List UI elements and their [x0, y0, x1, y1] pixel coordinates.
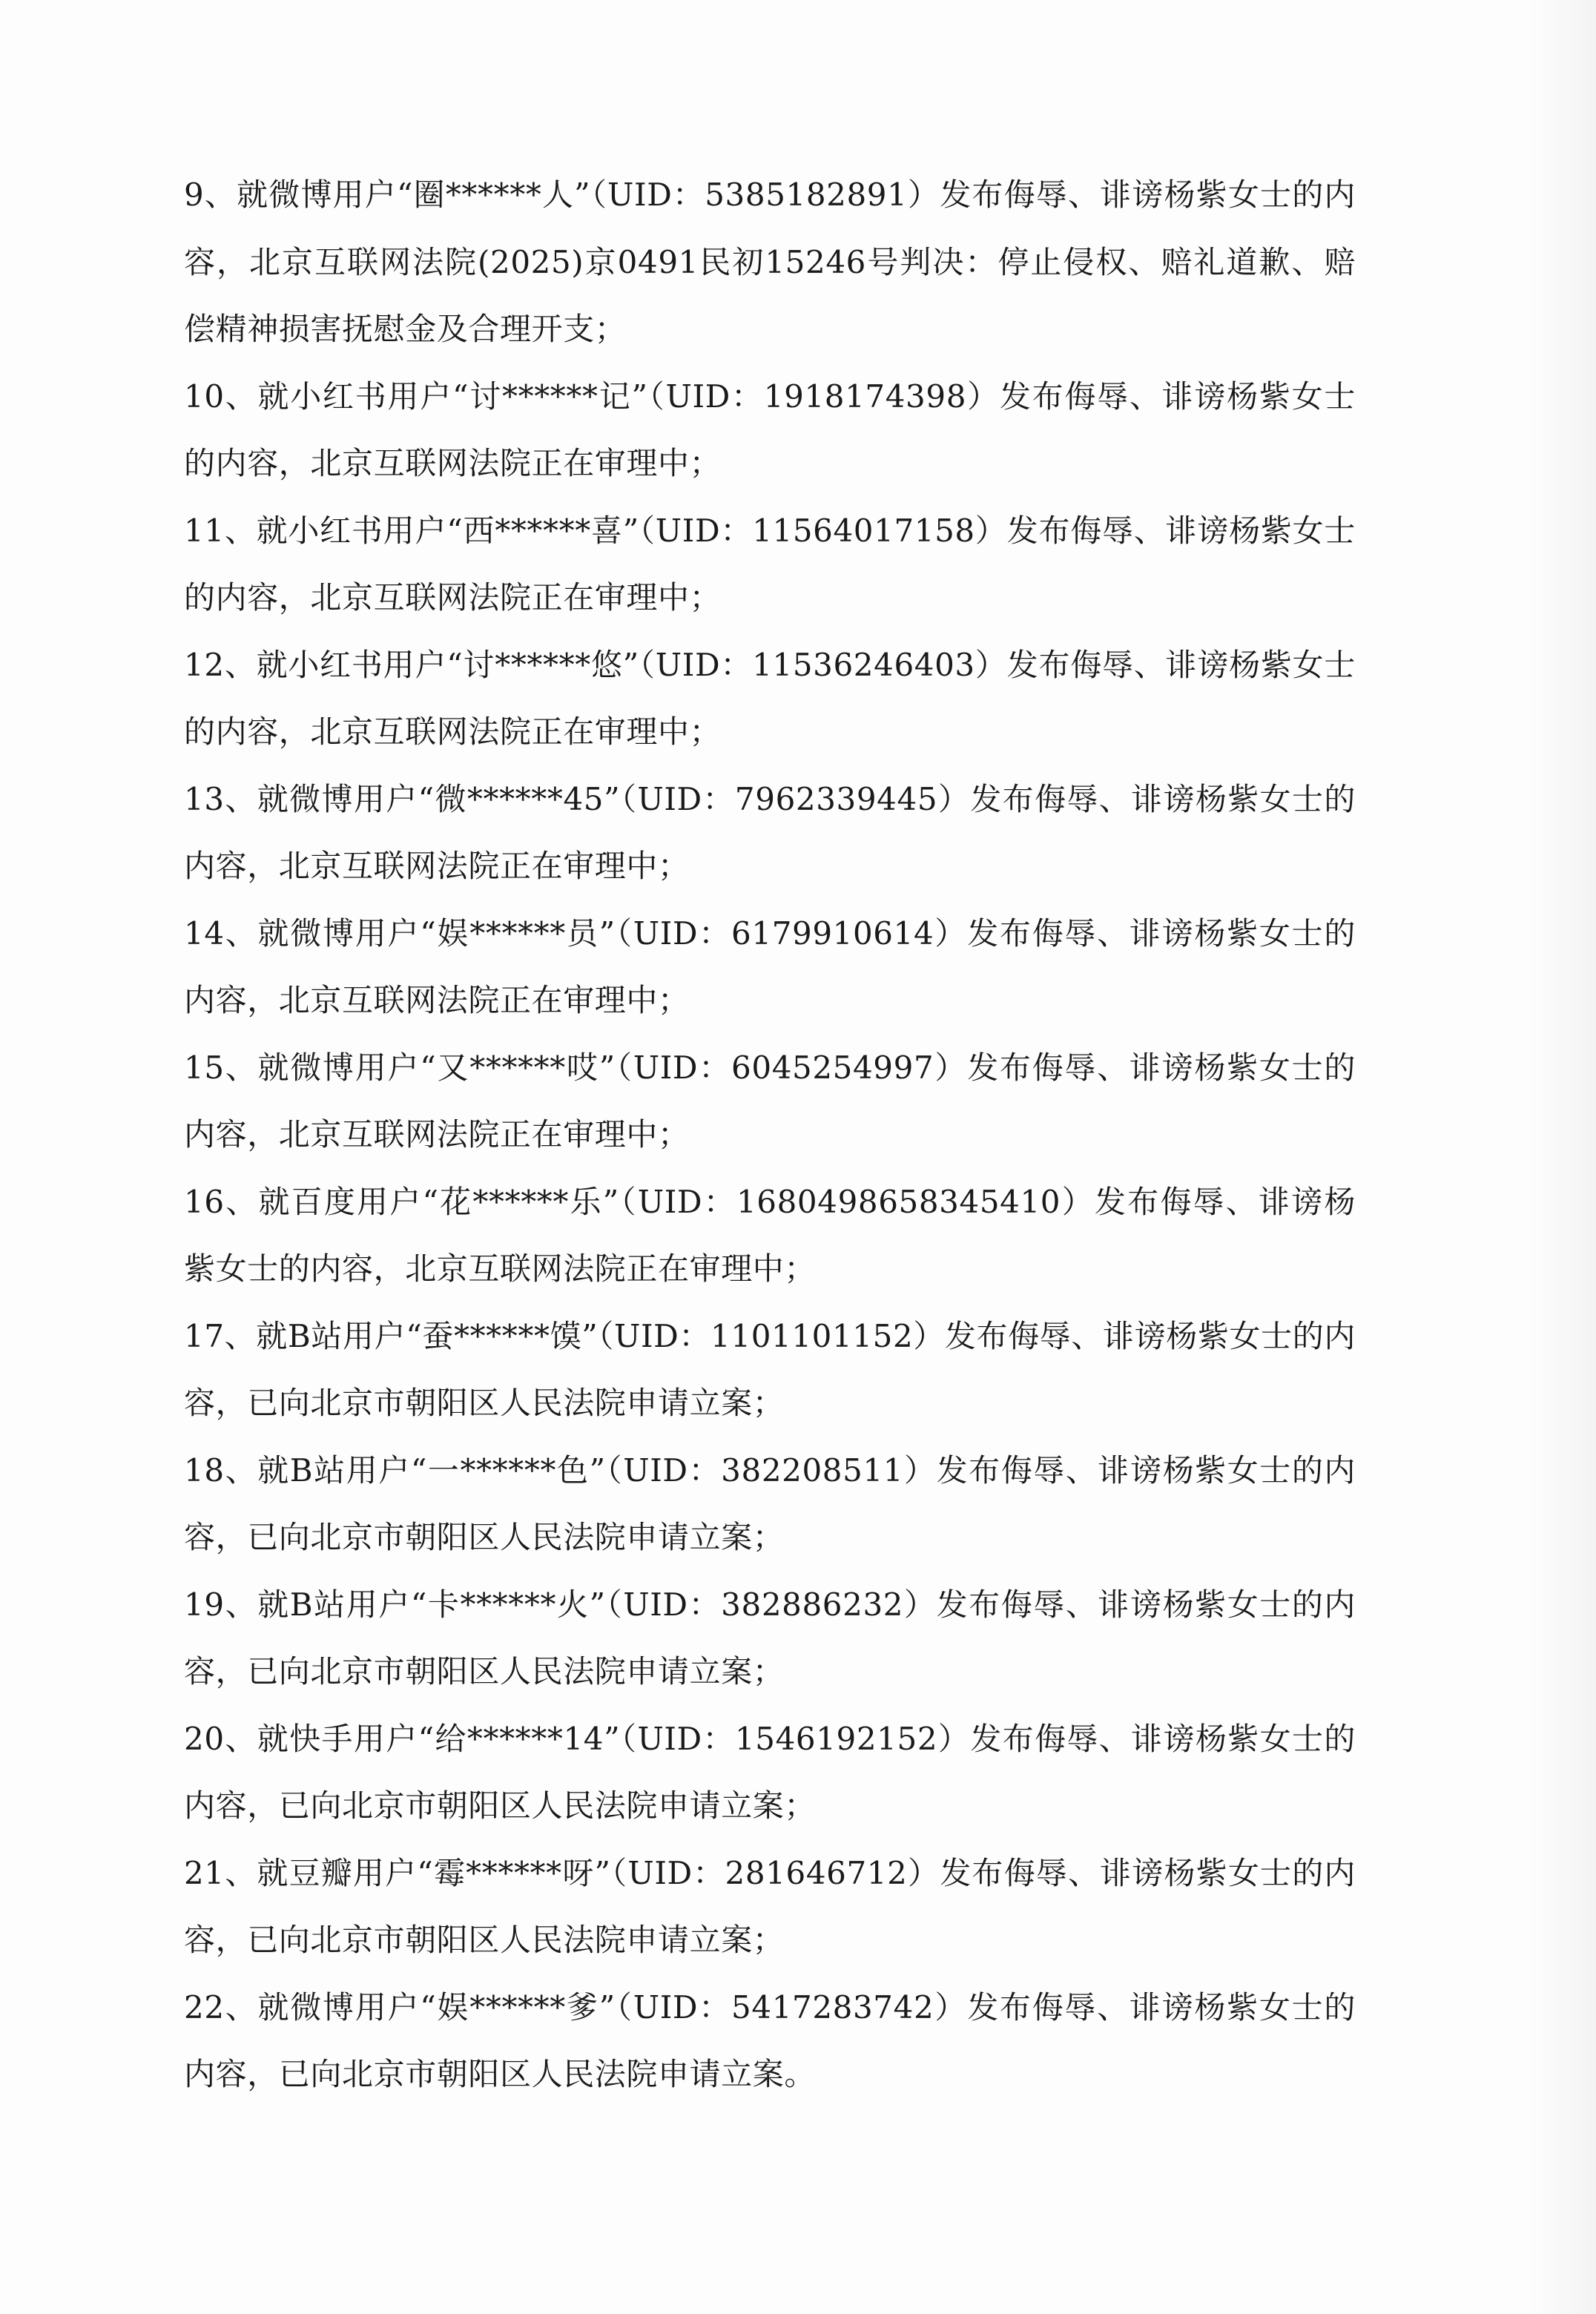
case-item-12: 12、就小红书用户“讨******悠”（UID：11536246403）发布侮辱、诽谤杨紫女士的内容，北京互联网法院正在审理中； — [184, 646, 1356, 750]
case-item-14: 14、就微博用户“娱******员”（UID：6179910614）发布侮辱、诽谤杨紫女士的内容，北京互联网法院正在审理中； — [184, 914, 1356, 1018]
case-item-13: 13、就微博用户“微******45”（UID：7962339445）发布侮辱、诽谤杨紫女士的内容，北京互联网法院正在审理中； — [184, 780, 1356, 884]
case-item-17: 17、就B站用户“蚕******馍”（UID：1101101152）发布侮辱、诽谤杨紫女士的内容，已向北京市朝阳区人民法院申请立案； — [184, 1317, 1356, 1421]
case-item-9: 9、就微博用户“圈******人”（UID：5385182891）发布侮辱、诽谤杨紫女士的内容，北京互联网法院(2025)京0491民初15246号判决：停止侵权、赔礼道歉、赔偿精神损害抚慰金及合理开支； — [184, 177, 1356, 347]
case-item-10: 10、就小红书用户“讨******记”（UID：1918174398）发布侮辱、诽谤杨紫女士的内容，北京互联网法院正在审理中； — [184, 378, 1356, 481]
case-item-21: 21、就豆瓣用户“霉******呀”（UID：281646712）发布侮辱、诽谤杨紫女士的内容，已向北京市朝阳区人民法院申请立案； — [184, 1854, 1356, 1958]
case-item-11: 11、就小红书用户“西******喜”（UID：11564017158）发布侮辱、诽谤杨紫女士的内容，北京互联网法院正在审理中； — [184, 512, 1356, 616]
case-item-15: 15、就微博用户“又******哎”（UID：6045254997）发布侮辱、诽谤杨紫女士的内容，北京互联网法院正在审理中； — [184, 1049, 1356, 1153]
case-item-16: 16、就百度用户“花******乐”（UID：1680498658345410）发布侮辱、诽谤杨紫女士的内容，北京互联网法院正在审理中； — [184, 1183, 1356, 1287]
case-item-20: 20、就快手用户“给******14”（UID：1546192152）发布侮辱、诽谤杨紫女士的内容，已向北京市朝阳区人民法院申请立案； — [184, 1720, 1356, 1824]
scan-edge-shade — [1529, 0, 1596, 2314]
case-item-18: 18、就B站用户“一******色”（UID：382208511）发布侮辱、诽谤杨紫女士的内容，已向北京市朝阳区人民法院申请立案； — [184, 1451, 1356, 1555]
document-body — [184, 162, 1356, 2109]
case-item-22: 22、就微博用户“娱******爹”（UID：5417283742）发布侮辱、诽谤杨紫女士的内容，已向北京市朝阳区人民法院申请立案。 — [184, 1988, 1356, 2092]
case-item-19: 19、就B站用户“卡******火”（UID：382886232）发布侮辱、诽谤杨紫女士的内容，已向北京市朝阳区人民法院申请立案； — [184, 1586, 1356, 1690]
